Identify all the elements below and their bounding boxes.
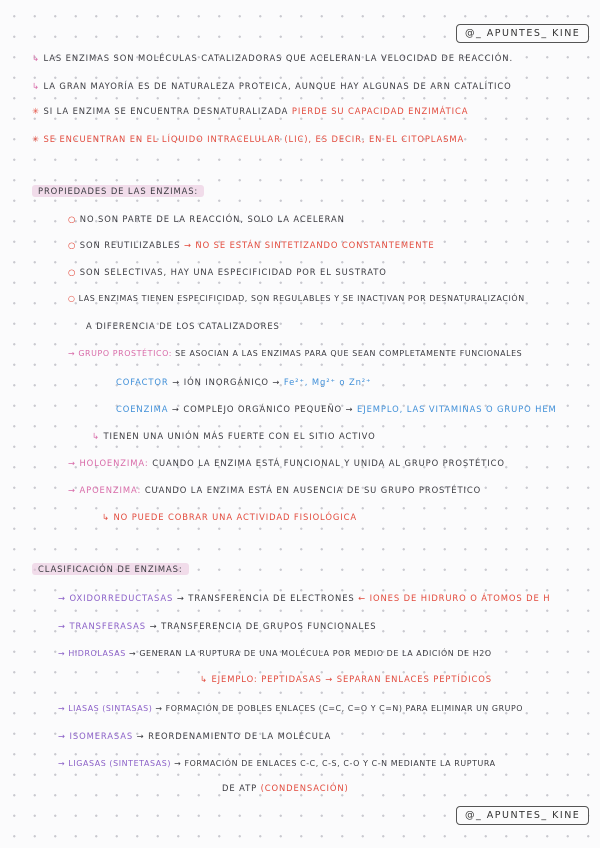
- hidrolasas-example: ↳ EJEMPLO: PEPTIDASAS → SEPARAN ENLACES PEPTÍDICOS: [200, 674, 492, 684]
- asterisk-icon: ✳: [32, 106, 40, 116]
- arrow-right-icon: →: [171, 404, 180, 414]
- ligasas-cont: DE ATP (CONDENSACIÓN): [222, 783, 349, 793]
- watermark-top: [456, 24, 589, 43]
- arrow-right-icon: →: [58, 704, 66, 713]
- arrow-right-icon: →: [58, 621, 66, 631]
- watermark-text: @_ APUNTES_ KINE: [465, 810, 581, 821]
- intro-line-2: ↳ LA GRAN MAYORÍA ES DE NATURALEZA PROTEICA, AUNQUE HAY ALGUNAS DE ARN CATALÍTICO: [32, 81, 512, 91]
- section-heading-classification: CLASIFICACIÓN DE ENZIMAS:: [32, 563, 189, 575]
- circle-bullet-icon: ○: [68, 214, 77, 224]
- circle-bullet-icon: ○: [68, 240, 77, 250]
- class-ligasas: → LIGASAS (SINTETASAS) → FORMACIÓN DE ENLACES C-C, C-S, C-O Y C-N MEDIANTE LA RUPTURA: [58, 759, 496, 768]
- class-isomerasas: → ISOMERASAS → REORDENAMIENTO DE LA MOLÉCULA: [58, 731, 332, 741]
- arrow-right-icon: →: [58, 649, 66, 658]
- holoenzima-line: → HOLOENZIMA: CUANDO LA ENZIMA ESTÁ FUNCIONAL Y UNIDA AL GRUPO PROSTÉTICO: [68, 458, 505, 468]
- class-oxidorreductasas: → OXIDORREDUCTASAS → TRANSFERENCIA DE ELECTRONES ← IONES DE HIDRURO O ÁTOMOS DE H: [58, 593, 551, 603]
- property-2: ○ SON REUTILIZABLES → NO SE ESTÁN SINTETIZANDO CONSTANTEMENTE: [68, 240, 435, 250]
- asterisk-icon: ✳: [32, 134, 40, 144]
- arrow-icon: ↳: [92, 431, 100, 441]
- grupo-prostetico: → GRUPO PROSTÉTICO: SE ASOCIAN A LAS ENZIMAS PARA QUE SEAN COMPLETAMENTE FUNCIONALES: [68, 349, 523, 358]
- watermark-bottom: [456, 806, 589, 825]
- arrow-right-icon: →: [58, 759, 66, 768]
- section-heading-properties: PROPIEDADES DE LAS ENZIMAS:: [32, 185, 204, 197]
- apoenzima-note: ↳ NO PUEDE COBRAR UNA ACTIVIDAD FISIOLÓGICA: [102, 512, 357, 522]
- intro-line-3: ✳ SI LA ENZIMA SE ENCUENTRA DESNATURALIZADA PIERDE SU CAPACIDAD ENZIMÁTICA: [32, 106, 469, 116]
- intro-line-1: ↳ LAS ENZIMAS SON MOLÉCULAS CATALIZADORAS QUE ACELERAN LA VELOCIDAD DE REACCIÓN.: [32, 53, 514, 63]
- arrow-right-icon: →: [68, 485, 76, 495]
- class-transferasas: → TRANSFERASAS → TRANSFERENCIA DE GRUPOS FUNCIONALES: [58, 621, 377, 631]
- cofactor-line: COFACTOR → IÓN INORGÁNICO → Fe²⁺, Mg²⁺ o Zn²⁺: [116, 377, 372, 387]
- circle-bullet-icon: ○: [68, 267, 77, 277]
- intro-line-4: ✳ SE ENCUENTRAN EN EL LÍQUIDO INTRACELULAR (LIC), ES DECIR, EN EL CITOPLASMA: [32, 134, 465, 144]
- arrow-right-icon: →: [68, 349, 76, 358]
- class-liasas: → LIASAS (SINTASAS) → FORMACIÓN DE DOBLES ENLACES (C=C, C=O Y C=N) PARA ELIMINAR UN GRUPO: [58, 704, 524, 713]
- union-note: ↳ TIENEN UNA UNIÓN MÁS FUERTE CON EL SITIO ACTIVO: [92, 431, 376, 441]
- arrow-right-icon: →: [58, 731, 66, 741]
- property-1: ○ NO SON PARTE DE LA REACCIÓN, SOLO LA ACELERAN: [68, 214, 345, 224]
- arrow-right-icon: →: [58, 593, 66, 603]
- property-4-cont: A DIFERENCIA DE LOS CATALIZADORES: [86, 321, 280, 331]
- apoenzima-line: → APOENZIMA: CUANDO LA ENZIMA ESTÁ EN AUSENCIA DE SU GRUPO PROSTÉTICO: [68, 485, 482, 495]
- property-3: ○ SON SELECTIVAS, HAY UNA ESPECIFICIDAD POR EL SUSTRATO: [68, 267, 387, 277]
- arrow-right-icon: →: [172, 377, 181, 387]
- coenzima-line: COENZIMA → COMPLEJO ORGÁNICO PEQUEÑO → EJEMPLO, LAS VITAMINAS O GRUPO HEM: [116, 404, 557, 414]
- circle-bullet-icon: ○: [68, 294, 76, 303]
- arrow-right-icon: →: [68, 458, 76, 468]
- property-4: ○ LAS ENZIMAS TIENEN ESPECIFICIDAD, SON REGULABLES Y SE INACTIVAN POR DESNATURALIZACIÓN: [68, 294, 525, 303]
- arrow-icon: ↳: [32, 81, 40, 91]
- watermark-text: @_ APUNTES_ KINE: [465, 28, 581, 39]
- arrow-icon: ↳: [32, 53, 40, 63]
- class-hidrolasas: → HIDROLASAS → GENERAN LA RUPTURA DE UNA MOLÉCULA POR MEDIO DE LA ADICIÓN DE H2O: [58, 649, 492, 658]
